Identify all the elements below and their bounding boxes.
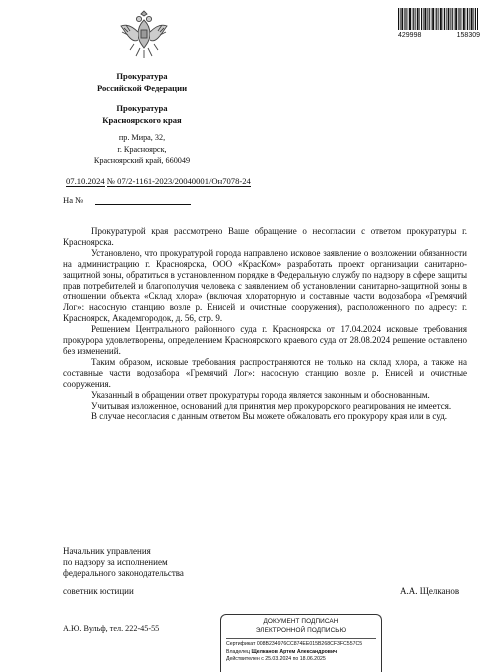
signatory-rank: советник юстиции	[63, 586, 134, 596]
reference-label: На №	[63, 195, 84, 205]
barcode	[398, 8, 478, 30]
org-line-2: Российской Федерации	[96, 83, 188, 93]
barcode-numbers	[398, 32, 480, 39]
electronic-signature-stamp	[220, 614, 382, 672]
org2-line-2: Красноярского края	[102, 115, 182, 125]
signatory-position	[63, 546, 243, 579]
address-line-1: пр. Мира, 32,	[118, 133, 166, 142]
stamp-valid-value: с 25.03.2024 по 18.06.2025	[261, 656, 326, 663]
registration-line	[66, 176, 251, 186]
paragraph-3: Решением Центрального районного суда г. Красноярска от 17.04.2024 исковые требования прокурора удовлетворены, определением Красноярского краевого суда от 28.08.2024 решение оставлено без изменений.	[63, 324, 467, 356]
letter-body	[63, 226, 467, 422]
barcode-right-number: 158309	[456, 32, 480, 39]
stamp-owner-label: Владелец	[226, 648, 250, 655]
paragraph-6: Учитывая изложенное, оснований для принятия мер прокурорского реагирования не имеется.	[91, 400, 452, 411]
address-line-2: г. Красноярск,	[117, 144, 167, 154]
paragraph-2: Установлено, что прокуратурой города направлено исковое заявление о возложении обязанности на администрацию г. Красноярска, ООО «КрасКом» разработать проект организации санитарно-защитной зоны, обратиться в установленном порядке в Федеральную службу по надзору в сфере защиты прав потребителей и благополучия человека с заявлением об установлении санитарно-защитной зоны в отношении объекта «Склад хлора» (включая хлораторную и составные части водозабора «Гремячий Лог»: насосную станцию возле р. Енисей и очистные сооружения), расположенного по адресу: г. Красноярск, Академгородок, д. 56, стр. 9.	[63, 247, 467, 324]
org2-line-1: Прокуратура	[116, 103, 168, 113]
registration-number: № 07/2-1161-2023/20040001/Он7078-24	[106, 176, 251, 186]
address-line-3: Красноярский край, 660049	[93, 156, 191, 165]
reference-blank	[95, 195, 191, 205]
org-name-federal	[42, 70, 242, 94]
stamp-valid-label: Действителен	[226, 656, 260, 663]
stamp-cert-value: 008B234976CC874EE015B268CF3FC557C5	[256, 641, 363, 647]
signatory-name: А.А. Щелканов	[400, 586, 460, 596]
reference-line	[63, 195, 191, 205]
paragraph-1: Прокуратурой края рассмотрено Ваше обращение о несогласии с ответом прокуратуры г. Красноярска.	[63, 226, 467, 247]
stamp-owner-value: Щелканов Артем Александрович	[251, 648, 338, 655]
paragraph-7: В случае несогласия с данным ответом Вы можете обжаловать его прокурору края или в суд.	[91, 411, 448, 422]
org-name-regional	[42, 102, 242, 126]
org-address	[42, 132, 242, 167]
coat-of-arms-icon	[118, 10, 170, 62]
signatory-line-3: федерального законодательства	[63, 567, 184, 578]
stamp-title-2: ЭЛЕКТРОННОЙ ПОДПИСЬЮ	[255, 626, 347, 634]
barcode-left-number: 429998	[398, 32, 422, 39]
signatory-line-1: Начальник управления	[63, 546, 151, 556]
paragraph-5: Указанный в обращении ответ прокуратуры города является законным и обоснованным.	[91, 389, 430, 400]
registration-date: 07.10.2024	[66, 176, 105, 186]
org-line-1: Прокуратура	[116, 71, 168, 81]
executor-contact: А.Ю. Вульф, тел. 222-45-55	[63, 624, 160, 633]
stamp-title-1: ДОКУМЕНТ ПОДПИСАН	[263, 618, 339, 625]
stamp-cert-label: Сертификат	[226, 641, 256, 647]
stamp-certificate	[226, 641, 376, 649]
signatory-line-2: по надзору за исполнением	[63, 556, 168, 567]
stamp-validity	[226, 656, 376, 664]
paragraph-4: Таким образом, исковые требования распространяются не только на склад хлора, а также на составные части водозабора «Гремячий Лог»: насосную станцию возле р. Енисей и очистные сооружения.	[63, 356, 467, 389]
stamp-divider	[226, 638, 376, 639]
